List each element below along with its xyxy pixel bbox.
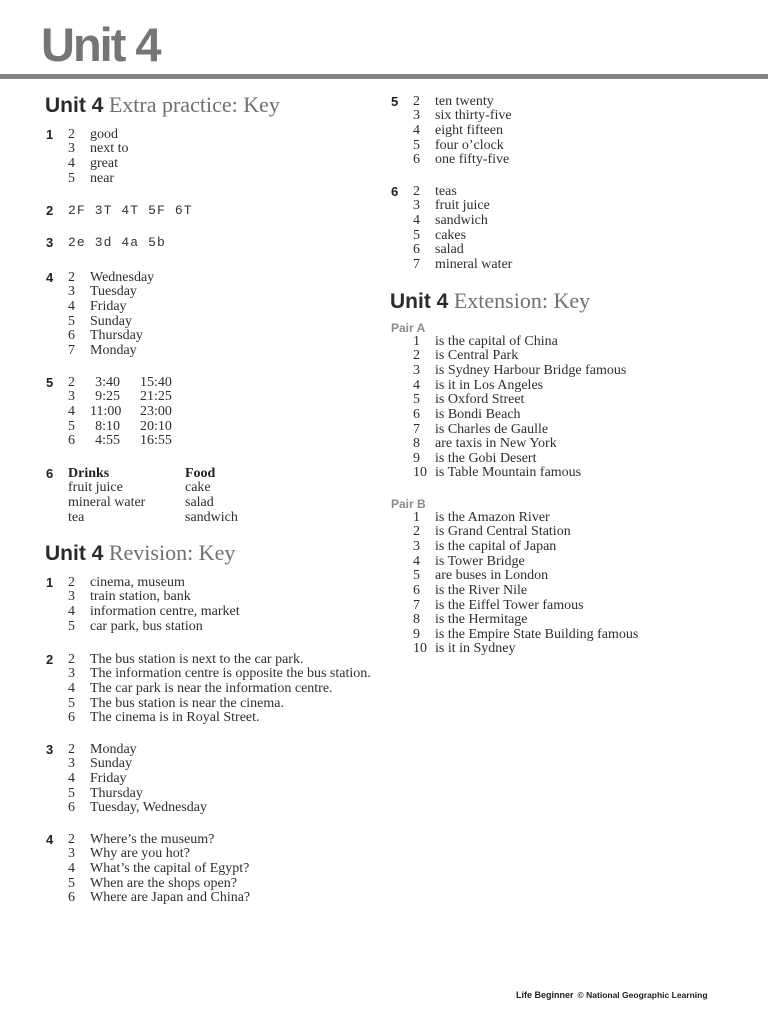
item-number: 6 [68,328,75,344]
item-number: 3 [68,589,75,605]
answer-row [391,540,751,555]
item-number: 1 [413,333,420,349]
item-number: 7 [68,342,75,358]
answer-row [391,525,751,540]
revision-exercise-3 [46,743,376,816]
answer-text: are taxis in New York [435,436,557,452]
exercise-number: 6 [46,465,54,481]
answer-row [46,801,376,816]
revision-exercise-6 [391,185,751,273]
time-12h: 3:40 [95,374,120,390]
item-number: 3 [68,141,75,157]
answer-row [46,653,376,668]
item-number: 2 [68,574,75,590]
item-number: 4 [413,212,420,228]
page-title: Unit 4 [41,18,160,71]
drinks-cell: fruit juice [68,480,123,496]
answer-row [391,153,751,168]
time-12h: 11:00 [90,403,122,419]
item-number: 5 [68,875,75,891]
answer-text: Friday [90,770,127,786]
heading-unit: Unit 4 [390,290,449,313]
table-row [46,481,376,496]
answer-row [46,576,376,591]
revision-exercise-1 [46,576,376,635]
table-header-row [46,467,376,482]
answer-row [46,711,376,726]
answer-text: The bus station is near the cinema. [90,695,284,711]
item-number: 6 [68,710,75,726]
answer-text: good [90,126,118,142]
time-24h: 16:55 [140,433,172,449]
answer-text: next to [90,141,129,157]
answer-text: When are the shops open? [90,875,237,891]
answer-text: teas [435,183,457,199]
item-number: 5 [413,137,420,153]
item-number: 5 [68,785,75,801]
item-number: 4 [68,298,75,314]
answer-text: is Grand Central Station [435,524,571,540]
item-number: 4 [413,553,420,569]
answer-row [46,285,376,300]
answer-text: eight fifteen [435,122,504,138]
answer-row [46,300,376,315]
answer-text: is the capital of Japan [435,538,557,554]
answer-text: are buses in London [435,568,549,584]
answer-row [46,315,376,330]
answer-row [46,420,376,435]
answer-text: Wednesday [90,269,155,285]
item-number: 2 [68,374,75,390]
exercise-number: 1 [46,126,54,142]
item-number: 2 [413,348,420,364]
time-24h: 21:25 [140,389,172,405]
extra-practice-exercise-2 [46,204,376,219]
item-number: 7 [413,421,420,437]
exercise-number: 5 [391,93,399,109]
answer-text: is the capital of China [435,333,558,349]
answer-text: is the Amazon River [435,509,550,525]
item-number: 6 [68,433,75,449]
food-cell: salad [185,494,214,510]
item-number: 3 [413,198,420,214]
item-number: 2 [68,126,75,142]
table-row [46,496,376,511]
extra-practice-exercise-3 [46,236,376,251]
item-number: 7 [413,597,420,613]
title-rule [0,74,768,79]
answer-text: mineral water [435,256,513,272]
answer-row [391,628,751,643]
item-number: 6 [413,406,420,422]
exercise-number: 6 [391,183,399,199]
answer-row [391,124,751,139]
answer-list [391,185,751,273]
time-12h: 9:25 [95,389,120,405]
answer-row [46,620,376,635]
item-number: 6 [413,242,420,258]
answer-row [391,408,751,423]
answer-row [391,364,751,379]
answer-list [46,743,376,816]
time-12h: 8:10 [95,418,120,434]
page-footer [516,987,708,1001]
answer-row [46,329,376,344]
answer-text: is Charles de Gaulle [435,421,549,437]
answer-row [391,642,751,657]
revision-exercise-5 [391,95,751,168]
answer-text: Monday [90,741,137,757]
answer-text: six thirty-five [435,108,512,124]
revision-heading [45,541,235,566]
answer-text: one fifty-five [435,152,510,168]
item-number: 2 [68,651,75,667]
column-header-drinks: Drinks [68,465,110,481]
item-number: 1 [413,509,420,525]
heading-title: Extension: Key [453,288,591,313]
answer-text: near [90,170,115,186]
answer-text: Why are you hot? [90,846,190,862]
exercise-number: 1 [46,574,54,590]
answer-text: The bus station is next to the car park. [90,651,304,667]
exercise-number: 4 [46,831,54,847]
item-number: 5 [68,313,75,329]
item-number: 3 [68,756,75,772]
answer-list [46,653,376,726]
answer-text: is Sydney Harbour Bridge famous [435,362,627,378]
item-number: 8 [413,436,420,452]
pair-b-label: Pair B [391,497,426,511]
answer-text: Where’s the museum? [90,831,215,847]
answer-text: four o’clock [435,137,504,153]
answer-text: is the Empire State Building famous [435,626,639,642]
answer-row [46,128,376,143]
pair-a-answer-list [391,335,751,481]
answer-row [391,379,751,394]
item-number: 10 [413,465,427,481]
heading-unit: Unit 4 [45,94,104,117]
answer-row [46,862,376,877]
extension-heading [390,289,590,314]
item-number: 2 [68,831,75,847]
item-number: 5 [68,170,75,186]
answer-text: is it in Sydney [435,641,516,657]
heading-unit: Unit 4 [45,542,104,565]
answer-row [391,569,751,584]
answer-row [391,185,751,200]
item-number: 6 [413,582,420,598]
item-number: 8 [413,612,420,628]
answer-text: is the Gobi Desert [435,450,537,466]
answer-row [46,605,376,620]
exercise-number: 3 [46,234,54,250]
book-title: Life Beginner [516,990,574,1000]
answer-row [46,667,376,682]
drinks-food-table [46,481,376,525]
item-number: 4 [68,770,75,786]
answer-text: The cinema is in Royal Street. [90,710,260,726]
item-number: 6 [68,890,75,906]
answer-row [46,697,376,712]
answer-row [46,877,376,892]
pair-b-answer-list [391,511,751,657]
answer-text: Where are Japan and China? [90,890,251,906]
answer-text: Thursday [90,785,143,801]
column-header-food: Food [185,465,216,481]
answer-text: ten twenty [435,93,494,109]
item-number: 4 [68,680,75,696]
item-number: 3 [68,284,75,300]
answer-text: train station, bank [90,589,191,605]
answer-list [46,271,376,359]
exercise-number: 2 [46,651,54,667]
food-cell: cake [185,480,211,496]
answer-text: is Table Mountain famous [435,465,582,481]
answer-text: information centre, market [90,603,240,619]
answer-text: Friday [90,298,127,314]
item-number: 4 [68,155,75,171]
exercise-number: 2 [46,202,54,218]
item-number: 5 [413,568,420,584]
answer-row [391,555,751,570]
answer-row [46,847,376,862]
answer-row [391,139,751,154]
exercise-number: 3 [46,741,54,757]
answer-list [391,95,751,168]
item-number: 5 [68,418,75,434]
answer-text: cakes [435,227,467,243]
answer-row [46,891,376,906]
answer-row [391,613,751,628]
item-number: 5 [68,695,75,711]
answer-row [391,393,751,408]
exercise-number: 5 [46,374,54,390]
heading-title: Revision: Key [108,540,236,565]
answer-row [391,199,751,214]
answer-row [391,335,751,350]
answer-text: Monday [90,342,137,358]
item-number: 4 [68,403,75,419]
extra-practice-exercise-1 [46,128,376,187]
answer-text: car park, bus station [90,618,203,634]
time-answer-list [46,376,376,449]
item-number: 10 [413,641,427,657]
answer-row [391,258,751,273]
revision-exercise-2 [46,653,376,726]
item-number: 4 [413,377,420,393]
answer-row [391,349,751,364]
answer-text: Thursday [90,328,143,344]
answer-text: is it in Los Angeles [435,377,544,393]
item-number: 9 [413,450,420,466]
item-number: 5 [413,392,420,408]
answer-row [391,229,751,244]
answer-text: The information centre is opposite the bus station. [90,666,371,682]
answer-text: Sunday [90,756,132,772]
answer-text: The car park is near the information centre. [90,680,333,696]
pair-a-label: Pair A [391,321,426,335]
answer-list [46,833,376,906]
time-24h: 20:10 [140,418,172,434]
answer-line: 2F 3T 4T 5F 6T [68,202,193,218]
answer-row [46,772,376,787]
answer-row [46,682,376,697]
answer-row [46,833,376,848]
drinks-cell: tea [68,509,85,525]
item-number: 4 [413,122,420,138]
item-number: 6 [68,800,75,816]
answer-text: is Central Park [435,348,519,364]
answer-row [46,142,376,157]
item-number: 3 [68,846,75,862]
item-number: 2 [68,741,75,757]
item-number: 3 [68,666,75,682]
answer-row [46,590,376,605]
answer-text: is Oxford Street [435,392,525,408]
answer-row [391,437,751,452]
answer-row [46,787,376,802]
food-cell: sandwich [185,509,238,525]
answer-row [391,423,751,438]
item-number: 7 [413,256,420,272]
answer-row [391,95,751,110]
answer-row [46,434,376,449]
item-number: 5 [413,227,420,243]
item-number: 2 [413,183,420,199]
extra-practice-heading [45,93,280,118]
answer-row [391,109,751,124]
item-number: 4 [68,860,75,876]
drinks-cell: mineral water [68,494,146,510]
extra-practice-exercise-4 [46,271,376,359]
item-number: 2 [413,524,420,540]
answer-row [46,405,376,420]
answer-text: is the Eiffel Tower famous [435,597,584,613]
answer-row [46,157,376,172]
item-number: 5 [68,618,75,634]
answer-row [391,452,751,467]
time-12h: 4:55 [95,433,120,449]
answer-row [391,214,751,229]
answer-row [391,599,751,614]
answer-row [391,243,751,258]
item-number: 2 [68,269,75,285]
heading-title: Extra practice: Key [108,92,280,117]
answer-text: fruit juice [435,198,490,214]
time-24h: 15:40 [140,374,172,390]
extra-practice-exercise-6 [46,467,376,526]
answer-list [46,576,376,635]
answer-row [46,376,376,391]
copyright-notice: © National Geographic Learning [577,990,708,1000]
answer-row [46,743,376,758]
answer-text: What’s the capital of Egypt? [90,860,250,876]
answer-text: sandwich [435,212,488,228]
answer-text: is the Hermitage [435,612,528,628]
answer-text: Tuesday [90,284,137,300]
item-number: 6 [413,152,420,168]
answer-row [46,172,376,187]
exercise-number: 4 [46,269,54,285]
table-row [46,511,376,526]
revision-exercise-4 [46,833,376,906]
extra-practice-exercise-5 [46,376,376,449]
answer-text: Tuesday, Wednesday [90,800,207,816]
answer-text: salad [435,242,464,258]
answer-text: Sunday [90,313,132,329]
item-number: 3 [413,108,420,124]
answer-text: great [90,155,118,171]
answer-text: is the River Nile [435,582,528,598]
answer-text: is Tower Bridge [435,553,525,569]
answer-text: is Bondi Beach [435,406,521,422]
item-number: 4 [68,603,75,619]
time-24h: 23:00 [140,403,172,419]
item-number: 9 [413,626,420,642]
item-number: 2 [413,93,420,109]
answer-row [46,271,376,286]
item-number: 3 [413,362,420,378]
answer-row [46,757,376,772]
item-number: 3 [68,389,75,405]
answer-row [391,584,751,599]
item-number: 3 [413,538,420,554]
answer-row [46,344,376,359]
answer-row [46,390,376,405]
answer-list [46,128,376,187]
answer-row [391,511,751,526]
answer-text: cinema, museum [90,574,185,590]
answer-row [391,466,751,481]
answer-line: 2e 3d 4a 5b [68,234,166,250]
